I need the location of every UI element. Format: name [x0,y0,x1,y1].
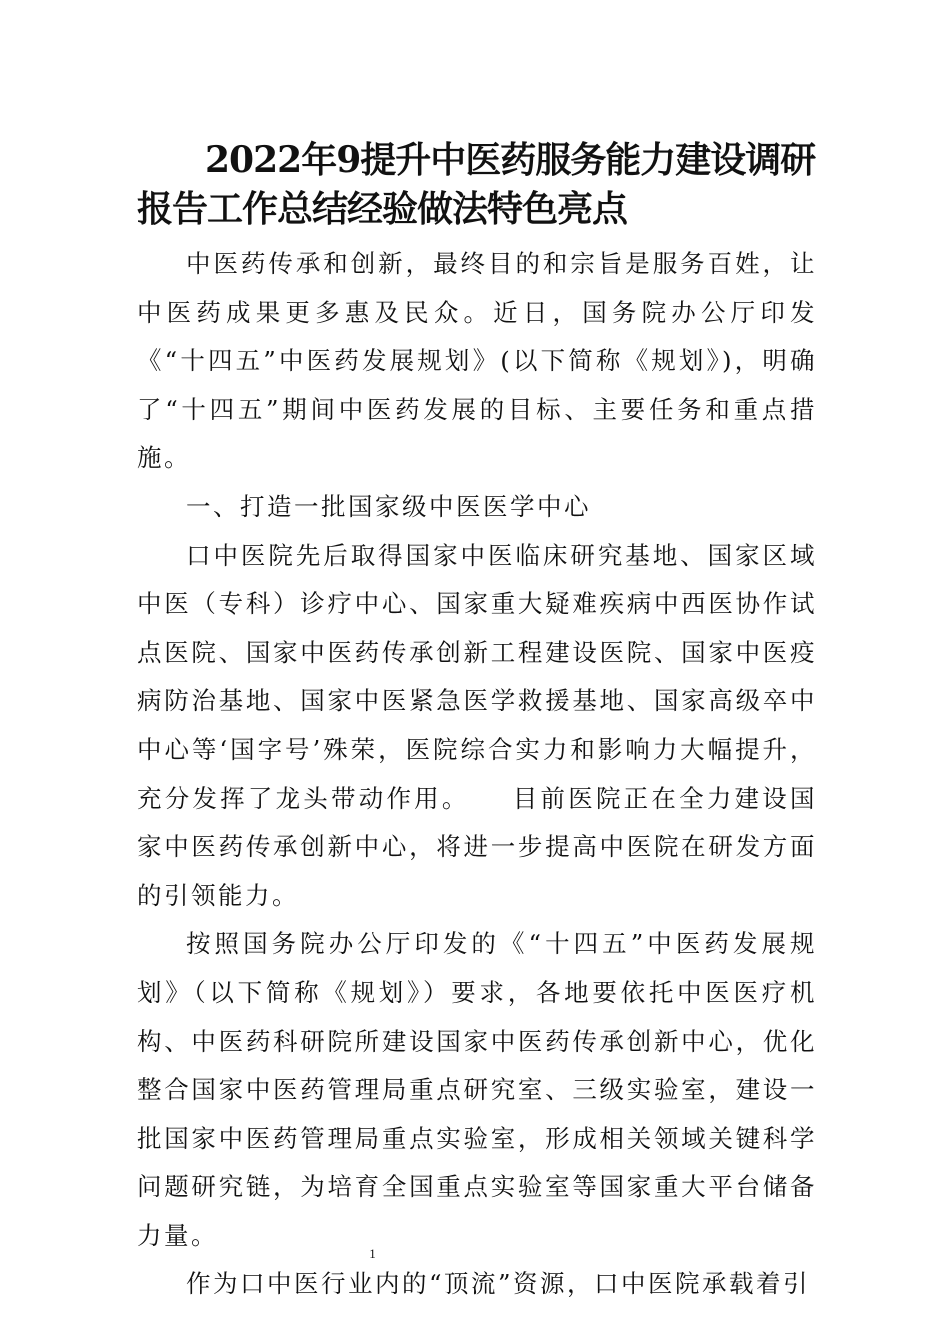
paragraph-top-resource: 作为口中医行业内的“顶流”资源，口中医院承载着引 [186,1269,811,1299]
paragraph-plan-requirements: 按照国务院办公厅印发的《“十四五”中医药发展规划》（以下简称《规划》）要求，各地要依托中医医疗机构、中医药科研院所建设国家中医药传承创新中心，优化整合国家中医药管理局重点研究室、三级实验室，建设一批国家中医药管理局重点实验室，形成相关领域关键科学问题研究链，为培育全国重点实验室等国家重大平台储备力量。 [137,929,817,1250]
document-title: 2022年9提升中医药服务能力建设调研报告工作总结经验做法特色亮点 [137,139,816,230]
paragraph-intro: 中医药传承和创新，最终目的和宗旨是服务百姓，让中医药成果更多惠及民众。近日，国务院办公厅印发《“十四五”中医药发展规划》(以下简称《规划》)，明确了“十四五”期间中医药发展的目标、主要任务和重点措施。 [137,249,817,473]
paragraph-hospital-honors: 口中医院先后取得国家中医临床研究基地、国家区域中医（专科）诊疗中心、国家重大疑难疾病中西医协作试点医院、国家中医药传承创新工程建设医院、国家中医疫病防治基地、国家中医紧急医学救援基地、国家高级卒中中心等‘国字号’殊荣，医院综合实力和影响力大幅提升，充分发挥了龙头带动作用。 目前医院正在全力建设国家中医药传承创新中心，将进一步提高中医院在研发方面的引领能力。 [137,540,817,910]
page-number: 1 [369,1246,376,1261]
document-body [137,240,817,1309]
section-heading-1: 一、打造一批国家级中医医学中心 [186,491,591,521]
